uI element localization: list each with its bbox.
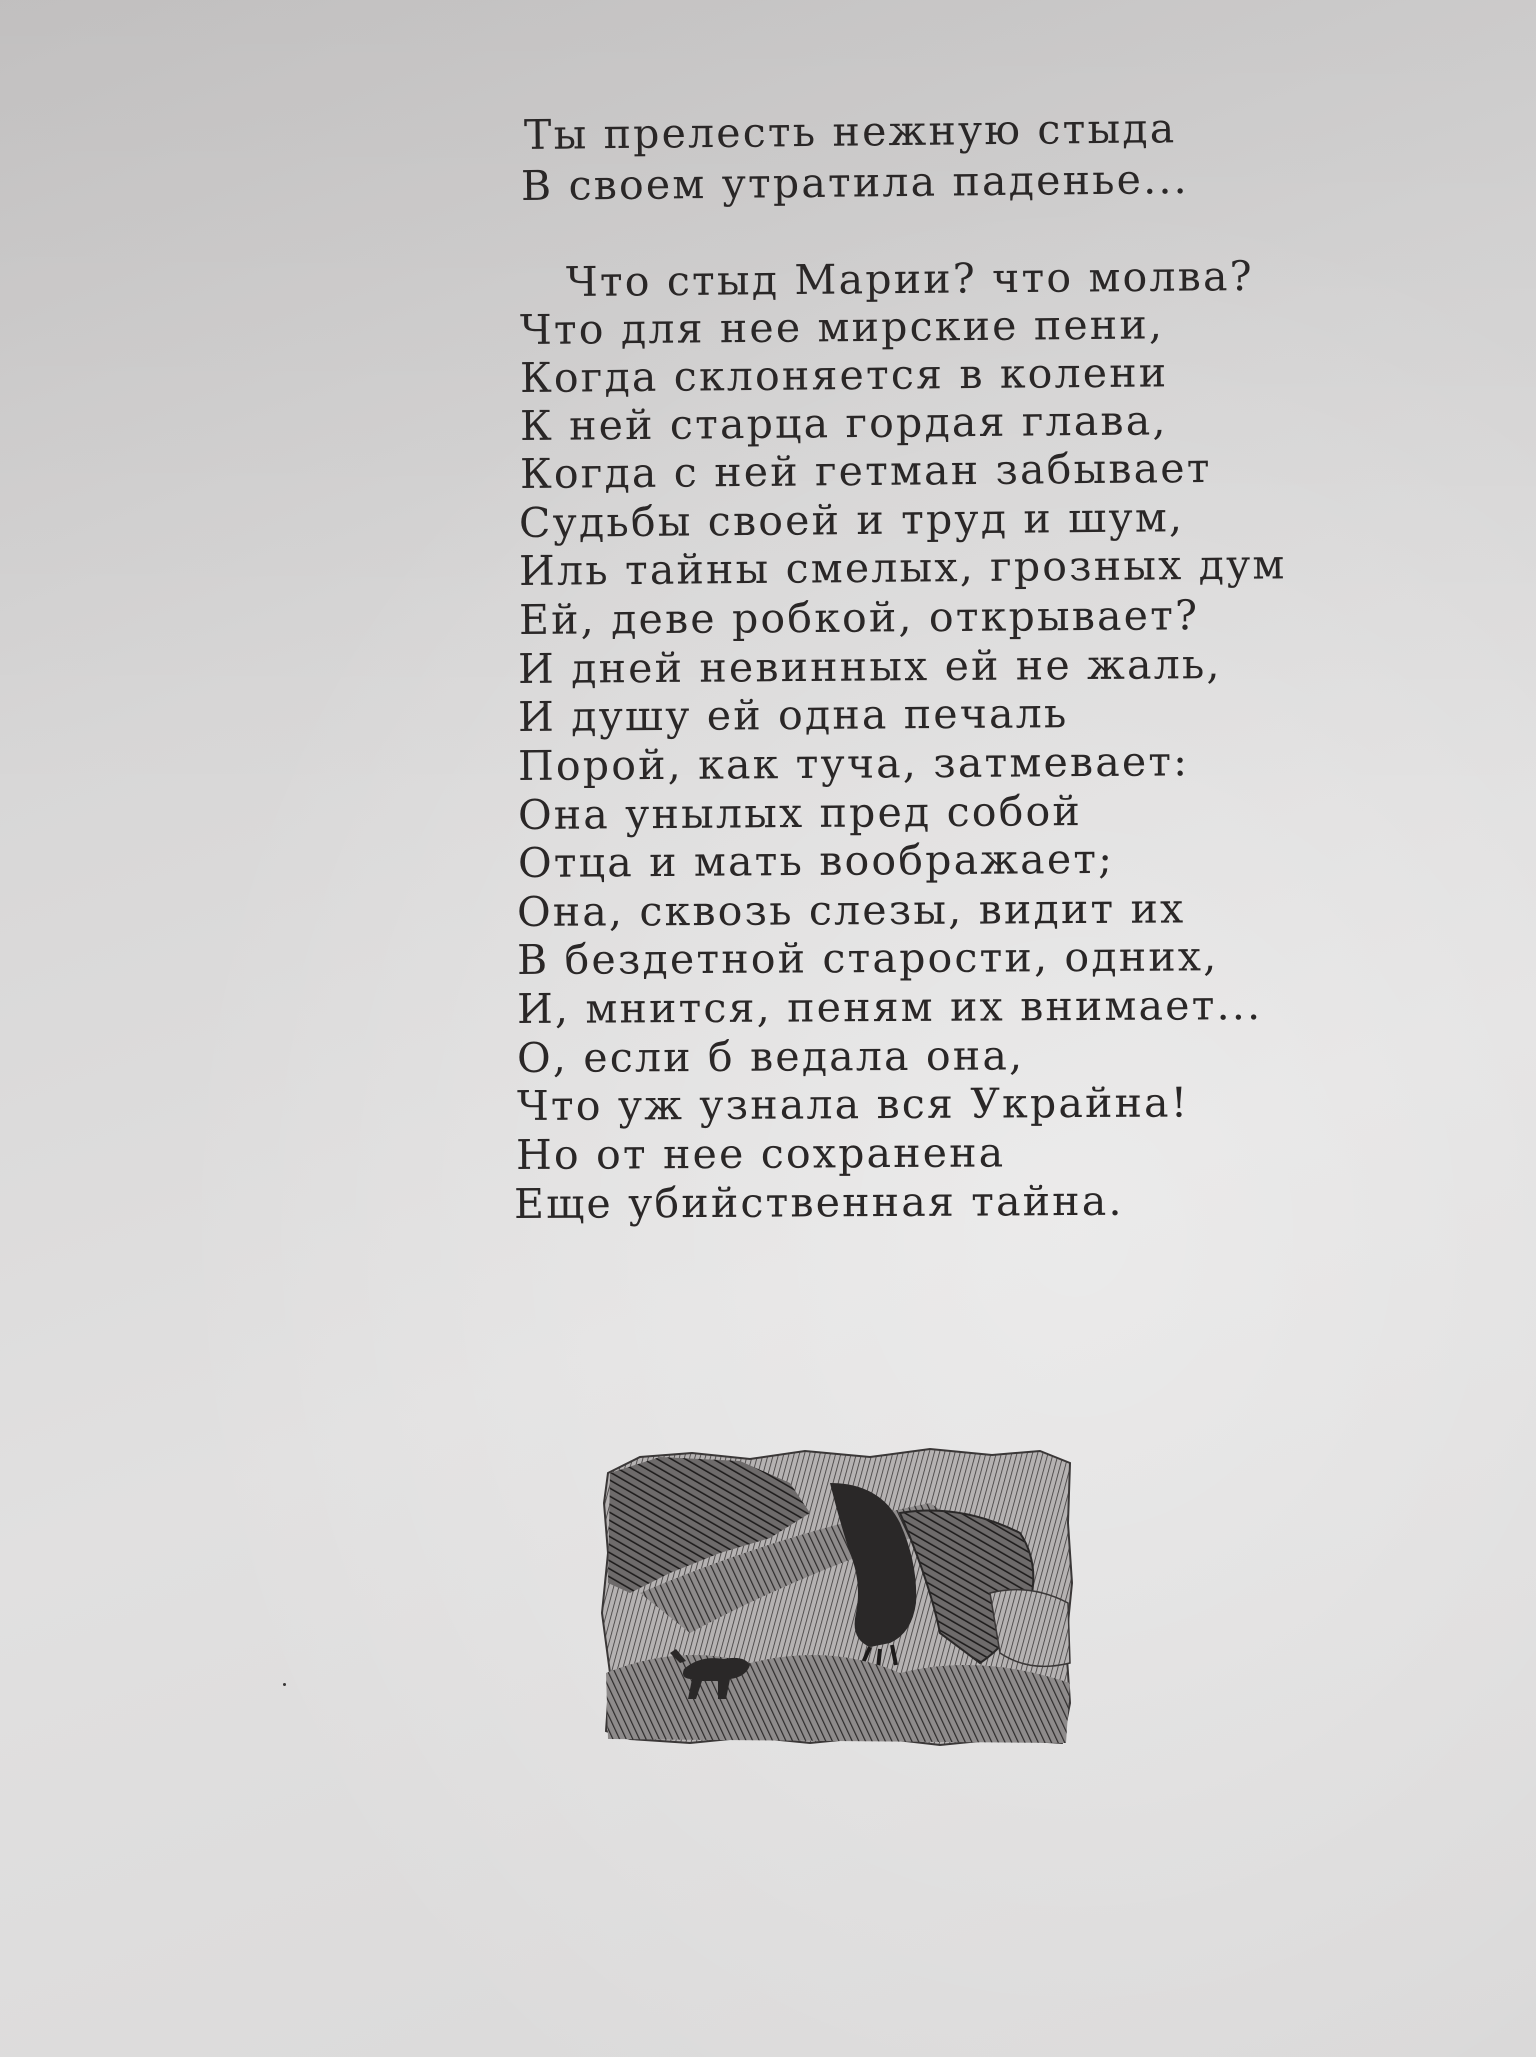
verse-line: Что для нее мирские пени, <box>519 300 1165 354</box>
verse-line: Когда склоняется в колени <box>519 348 1169 402</box>
verse-line: Отца и мать воображает; <box>517 834 1115 887</box>
verse-line: Что стыд Марии? что молва? <box>565 251 1255 306</box>
verse-line: Она унылых пред собой <box>517 787 1083 839</box>
verse-line: Порой, как туча, затмевает: <box>517 737 1190 790</box>
verse-line: И душу ей одна печаль <box>517 689 1069 741</box>
verse-line: Судьбы своей и труд и шум, <box>518 493 1185 547</box>
verse-line: Иль тайны смелых, грозных дум <box>518 540 1287 595</box>
verse-line: И, мнится, пеням их внимает... <box>516 981 1263 1033</box>
verse-line: Когда с ней гетман забывает <box>519 443 1212 498</box>
verse-line: Ты прелесть нежную стыда <box>523 104 1177 159</box>
verse-line: О, если б ведала она, <box>516 1031 1025 1082</box>
verse-line: К ней старца гордая глава, <box>519 396 1168 450</box>
verse-line: Еще убийственная тайна. <box>513 1176 1124 1228</box>
verse-line: Что уж узнала вся Украйна! <box>516 1078 1190 1130</box>
verse-line: Ей, деве робкой, открывает? <box>518 591 1200 644</box>
woodcut-eagle-over-fleeing-animal-icon <box>600 1443 1074 1748</box>
verse-line: Но от нее сохранена <box>515 1128 1006 1179</box>
woodcut-illustration <box>600 1443 1074 1748</box>
verse-line: И дней невинных ей не жаль, <box>517 640 1222 693</box>
paper-speck <box>283 1683 286 1686</box>
verse-line: В бездетной старости, одних, <box>516 932 1219 984</box>
verse-line: В своем утратила паденье... <box>520 155 1190 210</box>
verse-line: Она, сквозь слезы, видит их <box>516 884 1186 936</box>
